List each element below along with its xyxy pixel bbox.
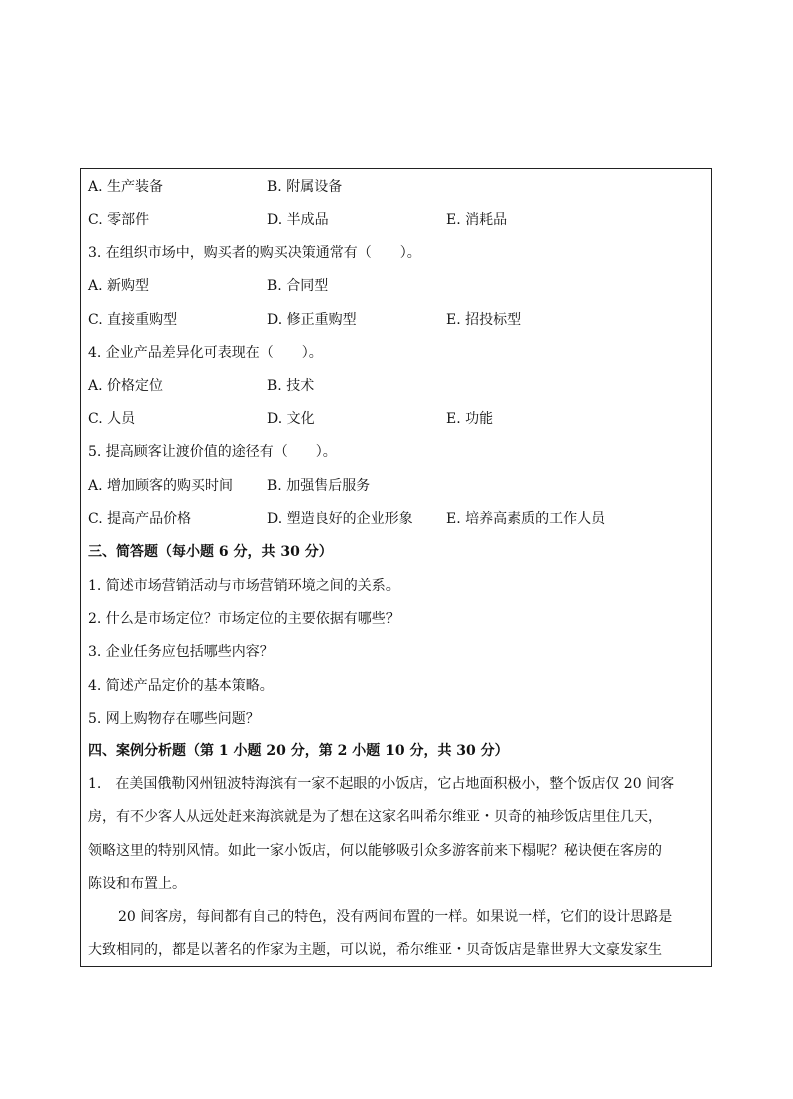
section-3-heading: 三、简答题（每小题 6 分，共 30 分） [88, 544, 333, 560]
q4-option-b: B. 技术 [267, 378, 315, 394]
q5-option-e: E. 培养高素质的工作人员 [446, 511, 606, 527]
q4-option-a: A. 价格定位 [88, 378, 164, 394]
q4-option-e: E. 功能 [446, 411, 494, 427]
case-para-1-line-3: 领略这里的特别风情。如此一家小饭店，何以能够吸引众多游客前来下榻呢？秘诀便在客房的 [88, 843, 662, 859]
q2-option-d: D. 半成品 [267, 212, 329, 228]
short-answer-item-3: 3. 企业任务应包括哪些内容？ [88, 644, 274, 660]
q2-option-a: A. 生产装备 [88, 179, 164, 195]
q4-option-c: C. 人员 [88, 411, 136, 427]
q5-option-c: C. 提高产品价格 [88, 511, 192, 527]
q3-option-d: D. 修正重购型 [267, 312, 357, 328]
q3-stem: 3. 在组织市场中，购买者的购买决策通常有（ ）。 [88, 245, 421, 261]
case-para-1-line-1: 1. 在美国俄勒冈州钮波特海滨有一家不起眼的小饭店，它占地面积极小，整个饭店仅 20 间客 [88, 776, 675, 792]
q3-option-b: B. 合同型 [267, 278, 329, 294]
case-para-2-line-2: 大致相同的，都是以著名的作家为主题，可以说，希尔维亚・贝奇饭店是靠世界大文豪发家生 [88, 942, 662, 958]
q3-option-a: A. 新购型 [88, 278, 150, 294]
q2-option-e: E. 消耗品 [446, 212, 508, 228]
q4-option-d: D. 文化 [267, 411, 315, 427]
q5-option-a: A. 增加顾客的购买时间 [88, 478, 234, 494]
short-answer-item-5: 5. 网上购物存在哪些问题？ [88, 711, 260, 727]
case-para-2-line-1: 20 间客房，每间都有自己的特色，没有两间布置的一样。如果说一样，它们的设计思路是 [118, 909, 673, 925]
q3-option-c: C. 直接重购型 [88, 312, 178, 328]
q2-option-b: B. 附属设备 [267, 179, 343, 195]
q3-option-e: E. 招投标型 [446, 312, 522, 328]
q2-option-c: C. 零部件 [88, 212, 150, 228]
short-answer-item-1: 1. 简述市场营销活动与市场营销环境之间的关系。 [88, 578, 400, 594]
short-answer-item-4: 4. 简述产品定价的基本策略。 [88, 678, 274, 694]
case-para-1-line-4: 陈设和布置上。 [88, 876, 186, 892]
section-4-heading: 四、案例分析题（第 1 小题 20 分，第 2 小题 10 分，共 30 分） [88, 743, 509, 759]
case-para-1-line-2: 房，有不少客人从远处赶来海滨就是为了想在这家名叫希尔维亚・贝奇的袖珍饭店里住几天， [88, 809, 662, 825]
q5-option-d: D. 塑造良好的企业形象 [267, 511, 413, 527]
q5-stem: 5. 提高顾客让渡价值的途径有（ ）。 [88, 444, 337, 460]
q4-stem: 4. 企业产品差异化可表现在（ ）。 [88, 345, 323, 361]
short-answer-item-2: 2. 什么是市场定位？市场定位的主要依据有哪些？ [88, 611, 400, 627]
q5-option-b: B. 加强售后服务 [267, 478, 371, 494]
